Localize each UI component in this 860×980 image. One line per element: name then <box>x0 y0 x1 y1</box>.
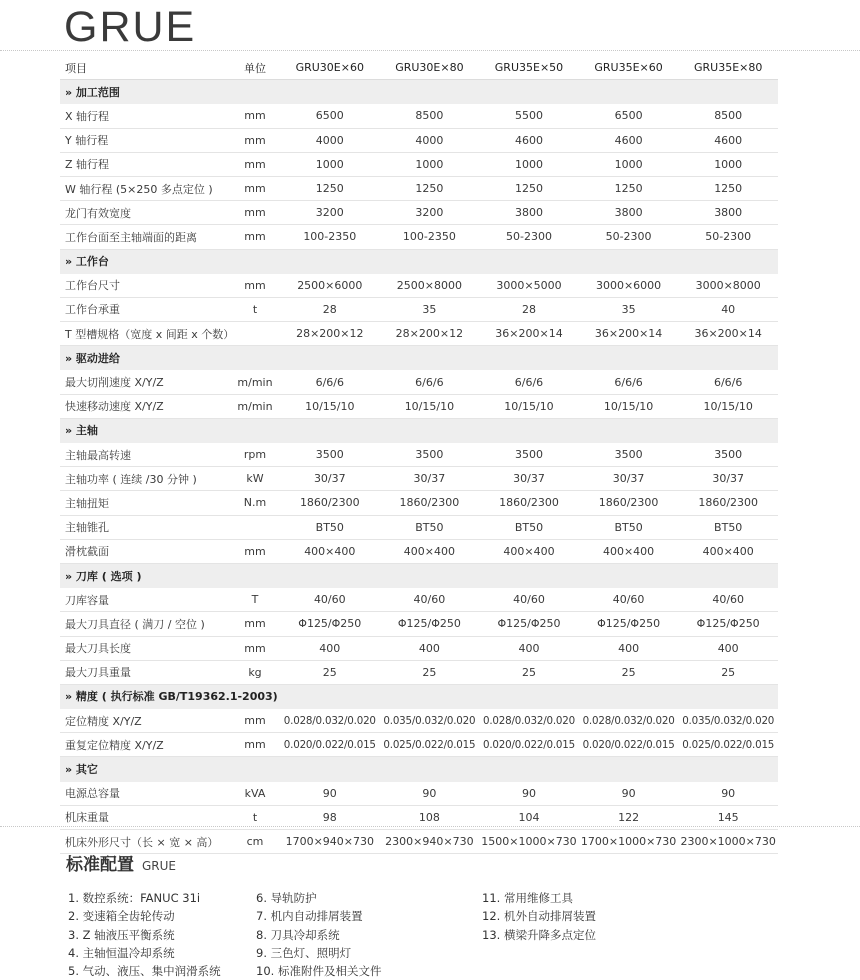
row-value: 30/37 <box>678 467 778 491</box>
row-value: 3200 <box>280 201 380 225</box>
row-value: 1000 <box>479 152 579 176</box>
section-row <box>60 346 778 370</box>
row-value: 2500×6000 <box>280 273 380 297</box>
row-value: 1860/2300 <box>479 491 579 515</box>
row-value: 0.028/0.032/0.020 <box>579 709 679 733</box>
row-name: 快速移动速度 X/Y/Z <box>60 394 230 418</box>
row-value: 1250 <box>579 176 679 200</box>
table-row <box>60 273 778 297</box>
row-value: 90 <box>678 781 778 805</box>
row-value: 400 <box>380 636 480 660</box>
table-row <box>60 128 778 152</box>
row-value: 1860/2300 <box>678 491 778 515</box>
header-model: GRU35E×60 <box>579 56 679 80</box>
row-name: 主轴锥孔 <box>60 515 230 539</box>
table-row <box>60 201 778 225</box>
row-value: 3800 <box>479 201 579 225</box>
row-value: 25 <box>579 660 679 684</box>
row-unit: mm <box>230 104 280 128</box>
row-value: 1250 <box>280 176 380 200</box>
row-value: 36×200×14 <box>579 322 679 346</box>
row-value: 0.035/0.032/0.020 <box>380 709 480 733</box>
row-unit: t <box>230 805 280 829</box>
row-value: 145 <box>678 805 778 829</box>
row-value: 400×400 <box>280 539 380 563</box>
row-name: 定位精度 X/Y/Z <box>60 709 230 733</box>
row-value: 3800 <box>678 201 778 225</box>
row-value: 10/15/10 <box>479 394 579 418</box>
config-item: 11. 常用维修工具 <box>482 891 573 905</box>
spec-table <box>60 56 778 854</box>
row-value: BT50 <box>280 515 380 539</box>
row-value: 0.020/0.022/0.015 <box>479 733 579 757</box>
row-value: 90 <box>280 781 380 805</box>
table-row <box>60 515 778 539</box>
header-model: GRU35E×80 <box>678 56 778 80</box>
row-unit: m/min <box>230 394 280 418</box>
section-row <box>60 684 778 708</box>
row-value: 1700×940×730 <box>280 830 380 854</box>
row-name: 主轴最高转速 <box>60 443 230 467</box>
config-item: 10. 标准附件及相关文件 <box>256 964 382 979</box>
row-value: 25 <box>280 660 380 684</box>
row-name: 工作台尺寸 <box>60 273 230 297</box>
row-value: Φ125/Φ250 <box>380 612 480 636</box>
row-value: 35 <box>380 297 480 321</box>
row-value: 90 <box>479 781 579 805</box>
table-row <box>60 660 778 684</box>
row-value: 50-2300 <box>479 225 579 249</box>
row-value: 0.028/0.032/0.020 <box>280 709 380 733</box>
config-column-3 <box>482 889 596 944</box>
row-value: 2300×1000×730 <box>678 830 778 854</box>
config-item: 8. 刀具冷却系统 <box>256 927 340 942</box>
row-name: 工作台面至主轴端面的距离 <box>60 225 230 249</box>
row-value: 90 <box>380 781 480 805</box>
section-row <box>60 563 778 587</box>
row-value: 3000×8000 <box>678 273 778 297</box>
row-unit: mm <box>230 176 280 200</box>
row-name: 电源总容量 <box>60 781 230 805</box>
row-value: 1250 <box>479 176 579 200</box>
row-name: Y 轴行程 <box>60 128 230 152</box>
row-value: 1500×1000×730 <box>479 830 579 854</box>
table-row <box>60 588 778 612</box>
row-value: BT50 <box>479 515 579 539</box>
section-title: » 精度 ( 执行标准 GB/T19362.1-2003) <box>60 684 778 708</box>
table-row <box>60 152 778 176</box>
row-value: 3500 <box>280 443 380 467</box>
row-value: 3500 <box>579 443 679 467</box>
config-column-2 <box>256 889 381 980</box>
row-value: BT50 <box>579 515 679 539</box>
row-value: 0.028/0.032/0.020 <box>479 709 579 733</box>
header-model: GRU30E×60 <box>280 56 380 80</box>
row-name: 重复定位精度 X/Y/Z <box>60 733 230 757</box>
row-unit: T <box>230 588 280 612</box>
config-item: 5. 气动、液压、集中润滑系统 <box>68 964 221 979</box>
row-value: 36×200×14 <box>678 322 778 346</box>
row-value: 400 <box>678 636 778 660</box>
row-value: 40/60 <box>479 588 579 612</box>
row-value: 3500 <box>479 443 579 467</box>
config-title: 标准配置 <box>66 855 134 875</box>
table-row <box>60 176 778 200</box>
row-unit: m/min <box>230 370 280 394</box>
row-value: 0.025/0.022/0.015 <box>380 733 480 757</box>
table-row <box>60 443 778 467</box>
table-row <box>60 297 778 321</box>
row-name: X 轴行程 <box>60 104 230 128</box>
row-name: 最大刀具重量 <box>60 660 230 684</box>
row-unit: mm <box>230 636 280 660</box>
row-value: 30/37 <box>280 467 380 491</box>
row-value: 28×200×12 <box>280 322 380 346</box>
row-value: BT50 <box>380 515 480 539</box>
config-subtitle: GRUE <box>142 859 177 873</box>
row-value: 5500 <box>479 104 579 128</box>
row-value: 3200 <box>380 201 480 225</box>
row-value: 6/6/6 <box>678 370 778 394</box>
row-value: 4000 <box>280 128 380 152</box>
config-item: 4. 主轴恒温冷却系统 <box>68 945 175 960</box>
row-name: T 型槽规格（宽度 x 间距 x 个数） <box>60 322 230 346</box>
row-value: 3000×5000 <box>479 273 579 297</box>
table-header-row <box>60 56 778 80</box>
row-value: 8500 <box>678 104 778 128</box>
row-value: 35 <box>579 297 679 321</box>
row-value: 10/15/10 <box>280 394 380 418</box>
row-value: 50-2300 <box>678 225 778 249</box>
row-value: 1000 <box>380 152 480 176</box>
row-value: 100-2350 <box>280 225 380 249</box>
row-value: 40/60 <box>380 588 480 612</box>
row-unit: N.m <box>230 491 280 515</box>
brand-title: GRUE <box>64 3 197 51</box>
row-unit: kVA <box>230 781 280 805</box>
config-item: 1. 数控系统：FANUC 31i <box>68 891 201 905</box>
row-unit <box>230 322 280 346</box>
row-value: 0.035/0.032/0.020 <box>678 709 778 733</box>
row-value: 25 <box>380 660 480 684</box>
row-value: 0.020/0.022/0.015 <box>579 733 679 757</box>
config-item: 6. 导轨防护 <box>256 891 317 905</box>
header-model: GRU30E×80 <box>380 56 480 80</box>
config-heading <box>66 850 176 875</box>
row-value: Φ125/Φ250 <box>479 612 579 636</box>
row-value: 30/37 <box>380 467 480 491</box>
row-value: 6/6/6 <box>479 370 579 394</box>
row-value: 1000 <box>678 152 778 176</box>
row-value: 122 <box>579 805 679 829</box>
table-row <box>60 104 778 128</box>
table-row <box>60 467 778 491</box>
row-value: 2300×940×730 <box>380 830 480 854</box>
table-row <box>60 225 778 249</box>
row-value: 400×400 <box>678 539 778 563</box>
header-item: 项目 <box>60 56 230 80</box>
row-unit: mm <box>230 152 280 176</box>
row-unit: cm <box>230 830 280 854</box>
section-row <box>60 757 778 781</box>
row-name: 滑枕截面 <box>60 539 230 563</box>
row-value: 8500 <box>380 104 480 128</box>
row-name: W 轴行程 (5×250 多点定位 ) <box>60 176 230 200</box>
row-value: 4600 <box>678 128 778 152</box>
row-value: 40/60 <box>280 588 380 612</box>
row-value: 25 <box>479 660 579 684</box>
row-unit: kW <box>230 467 280 491</box>
table-row <box>60 733 778 757</box>
section-row <box>60 249 778 273</box>
row-value: 50-2300 <box>579 225 679 249</box>
row-value: 6/6/6 <box>579 370 679 394</box>
config-item: 12. 机外自动排屑装置 <box>482 909 596 924</box>
row-value: 1700×1000×730 <box>579 830 679 854</box>
row-value: 10/15/10 <box>579 394 679 418</box>
row-name: 工作台承重 <box>60 297 230 321</box>
row-unit: mm <box>230 225 280 249</box>
row-value: 4600 <box>579 128 679 152</box>
config-item: 2. 变速箱全齿轮传动 <box>68 909 175 924</box>
config-item: 3. Z 轴液压平衡系统 <box>68 927 175 942</box>
row-unit: mm <box>230 273 280 297</box>
row-value: 30/37 <box>579 467 679 491</box>
row-value: 40 <box>678 297 778 321</box>
row-value: 1860/2300 <box>380 491 480 515</box>
row-value: Φ125/Φ250 <box>579 612 679 636</box>
row-value: 100-2350 <box>380 225 480 249</box>
row-value: 28 <box>280 297 380 321</box>
row-value: 3500 <box>678 443 778 467</box>
table-row <box>60 636 778 660</box>
section-title: » 主轴 <box>60 418 778 442</box>
table-row <box>60 394 778 418</box>
row-unit: rpm <box>230 443 280 467</box>
row-value: 4600 <box>479 128 579 152</box>
row-value: BT50 <box>678 515 778 539</box>
row-name: 机床外形尺寸（长 × 宽 × 高） <box>60 830 230 854</box>
row-value: 6/6/6 <box>380 370 480 394</box>
row-unit: mm <box>230 709 280 733</box>
row-value: 3800 <box>579 201 679 225</box>
row-value: 108 <box>380 805 480 829</box>
section-title: » 加工范围 <box>60 80 778 104</box>
row-unit: mm <box>230 612 280 636</box>
row-value: 400 <box>579 636 679 660</box>
row-value: 6500 <box>579 104 679 128</box>
row-unit: mm <box>230 539 280 563</box>
row-value: 1250 <box>380 176 480 200</box>
row-unit <box>230 515 280 539</box>
row-value: 1860/2300 <box>280 491 380 515</box>
row-value: 1250 <box>678 176 778 200</box>
table-row <box>60 491 778 515</box>
row-value: 1000 <box>280 152 380 176</box>
row-value: 0.020/0.022/0.015 <box>280 733 380 757</box>
section-row <box>60 418 778 442</box>
row-value: 30/37 <box>479 467 579 491</box>
row-value: 10/15/10 <box>678 394 778 418</box>
table-row <box>60 370 778 394</box>
bottom-divider <box>0 826 860 827</box>
row-unit: mm <box>230 733 280 757</box>
config-item: 13. 横梁升降多点定位 <box>482 927 596 942</box>
table-row <box>60 709 778 733</box>
table-row <box>60 539 778 563</box>
row-value: 4000 <box>380 128 480 152</box>
header-unit: 单位 <box>230 56 280 80</box>
section-title: » 驱动进给 <box>60 346 778 370</box>
row-value: 36×200×14 <box>479 322 579 346</box>
row-name: 最大切削速度 X/Y/Z <box>60 370 230 394</box>
row-name: 最大刀具长度 <box>60 636 230 660</box>
row-value: 0.025/0.022/0.015 <box>678 733 778 757</box>
row-name: 最大刀具直径 ( 满刀 / 空位 ) <box>60 612 230 636</box>
row-value: 6500 <box>280 104 380 128</box>
row-value: 3500 <box>380 443 480 467</box>
table-row <box>60 612 778 636</box>
row-name: 主轴功率 ( 连续 /30 分钟 ) <box>60 467 230 491</box>
section-title: » 刀库 ( 选项 ) <box>60 563 778 587</box>
table-row <box>60 781 778 805</box>
row-value: 3000×6000 <box>579 273 679 297</box>
top-divider <box>0 50 860 51</box>
row-value: 90 <box>579 781 679 805</box>
section-row <box>60 80 778 104</box>
row-value: 400 <box>280 636 380 660</box>
row-value: 104 <box>479 805 579 829</box>
section-title: » 其它 <box>60 757 778 781</box>
header-model: GRU35E×50 <box>479 56 579 80</box>
row-value: 25 <box>678 660 778 684</box>
row-value: 28 <box>479 297 579 321</box>
row-unit: mm <box>230 201 280 225</box>
section-title: » 工作台 <box>60 249 778 273</box>
row-value: 40/60 <box>678 588 778 612</box>
row-unit: kg <box>230 660 280 684</box>
row-value: Φ125/Φ250 <box>280 612 380 636</box>
row-value: 6/6/6 <box>280 370 380 394</box>
row-value: 10/15/10 <box>380 394 480 418</box>
row-unit: mm <box>230 128 280 152</box>
row-value: 400×400 <box>579 539 679 563</box>
row-value: 1860/2300 <box>579 491 679 515</box>
row-value: 400 <box>479 636 579 660</box>
table-row <box>60 322 778 346</box>
row-name: 龙门有效宽度 <box>60 201 230 225</box>
row-name: 刀库容量 <box>60 588 230 612</box>
row-name: 主轴扭矩 <box>60 491 230 515</box>
row-value: 400×400 <box>380 539 480 563</box>
row-value: Φ125/Φ250 <box>678 612 778 636</box>
row-value: 400×400 <box>479 539 579 563</box>
row-value: 98 <box>280 805 380 829</box>
config-item: 9. 三色灯、照明灯 <box>256 945 352 960</box>
row-value: 1000 <box>579 152 679 176</box>
row-name: Z 轴行程 <box>60 152 230 176</box>
row-unit: t <box>230 297 280 321</box>
row-value: 2500×8000 <box>380 273 480 297</box>
row-value: 28×200×12 <box>380 322 480 346</box>
config-item: 7. 机内自动排屑装置 <box>256 909 363 924</box>
config-column-1 <box>68 889 221 980</box>
row-name: 机床重量 <box>60 805 230 829</box>
row-value: 40/60 <box>579 588 679 612</box>
